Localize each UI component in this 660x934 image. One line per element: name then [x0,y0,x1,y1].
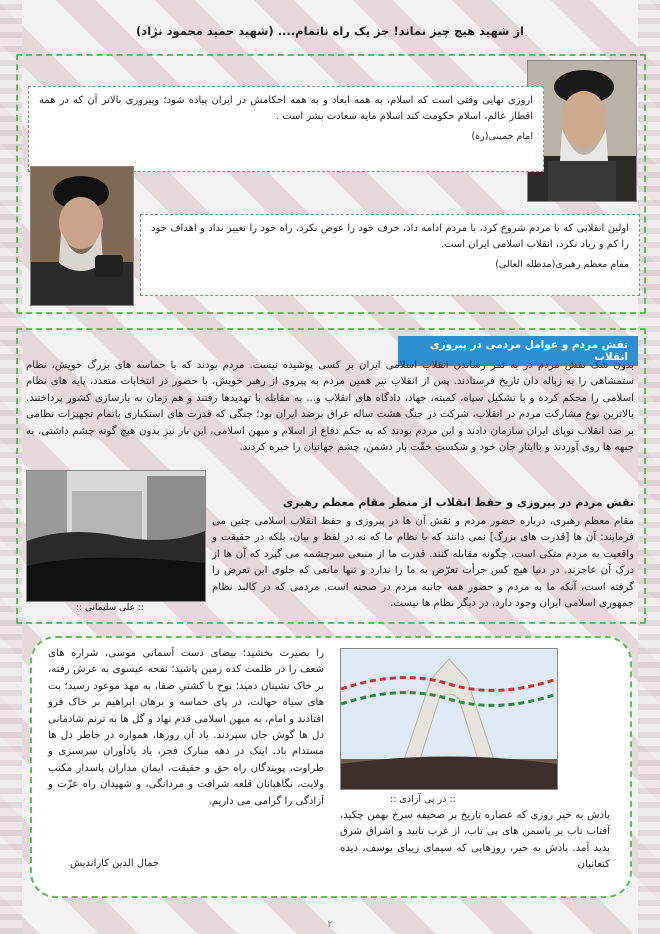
leader-portrait [30,166,134,306]
azadi-caption: :: در پی آزادی :: [390,794,456,805]
quote-khomeini [28,86,544,172]
article-paragraph-1: بدون شک نقش مردم در به ثمر رساندن انقلاب اسلامی ایران بر کسی پوشیده نیست. مردم بودند که با حماسه های بزرگ خویش، نظام ستمشاهی را به زباله دان تاریخ فرستادند. پس از انقلاب نیز همین مردم به پیروی از رهبر خویش، با حضور در انتخابات متعدد، پایه های نظام اسلامی را محکم کرده و با تشکیل سپاه، کمیته، جهاد، دادگاه های انقلاب و... به مقابله با تهدیدها رفتند و هم زمان به بازسازی کشور پرداختند. بالاترین نوع مشارکت مردم در انقلاب، شرکت در جنگ هشت ساله عراق برضد ایران بود؛ جنگی که قدرت های استکباری باتمام تجهیزات نظامی بر ضد انقلاب نوپای ایران سازمان دادند و این مردم بودند که به حکم دفاع از اسلام و میهن اسلامی، این بار نیز بدون هیچ گونه چشم داشتی، به جبهه ها روی آوردند و باایثار جان خود و شکستِ خفّت بار دشمن، چشم جهانیان را خیره کردند. [26,360,634,454]
poem-author: جمال الدین کاراندیش [70,858,160,869]
article-credit: :: علی سلیمانی :: [76,603,144,613]
article-paragraph-2: مقام معظم رهبری، درباره حضور مردم و نقش آن ها در پیروزی و حفظ انقلاب اسلامی چنین می فرمایند: آن ها [قدرت های بزرگ] نمی دانند که با نظام ما که نه در لفظ و بیان، بلکه در حقیقت و واقعیت به مردم متکی است، چگونه مقابله کنند. قدرت ما از منبعی سرچشمه می گیرد که آن ها از درک آن عاجزند. در دنیا هیچ کس جرأت تعرّض به ما را ندارد و تنها مانعی که جلوی این تعرض را گرفته است، آنکه ما به مردم و حضور همه جانبه مردم در صحنه است. مردمی که در کالبد نظام جمهوری اسلامی ایران وجود دارد، در دیگر نظام ها نیست. [212,516,634,610]
poem-right-text: یادش به خیر روزی که عصاره تاریخ بر صحیفه سرخ بهمن چکید، آفتاب ناب بر یاسمن های بی تاب، از غرب تابید و اشراق شرق پدید آمد. یادش به خیر، روزهایی که سیمای زیبای یوسف، دیده کنعانیان [340,810,610,871]
revolution-crowd-photo [26,470,206,602]
page-header-title: از شهید هیچ چیز نماند! جز یک راه ناتمام.... (شهید حمید محمود نژاد) [136,24,524,38]
quote-khomeini-author: امام خمینی(ره) [471,131,533,142]
quote-leader-author: مقام معظم رهبری(مدظله العالی) [495,259,629,270]
poem-text: را بصیرت بخشید؛ بیضای دست آسمانی موسی، شراره های شعف را در ظلمت کده زمین پاشید؛ نفحه عیسوی به عرش رفته، بر خاک نشینان دمید؛ نوح با کشتیِ صفا، به مهد موعود رسید؛ بت های سیاه جهالت، در پای حماسه و برهان ابراهیم بر خاک فرو افتادند و امام، به میهن اسلامی قدم نهاد و گل ها به ترنم شادمانی دل ها گوش جان سپردند. یاد آن روزها، همواره در خاطر دل ها مستدام باد. اینک در دهه مبارک فجر، یاد یادآوران سرسبزی و طراوت، پویندگان راه حق و حقیقت، ایمان مداران پاسدار مکتب ولایت، نگاهبانان قلعه شرافت و مردانگی، و شهیدان راه عزّت و آزادگی را گرامی می داریم. [48,648,324,807]
article-subheading: نقش مردم در پیروزی و حفظ انقلاب از منظر مقام معظم رهبری [282,496,634,509]
quote-leader-text: اولین انقلابی که با مردم شروع کرد، با مردم ادامه داد، حرف خود را عوض نکرد، راه خود را تغییر نداد و اهداف خود را کم و زیاد نکرد، انقلاب اسلامی ایران است. [151,223,629,250]
quote-khomeini-text: اروزی نهایی وقتی است که اسلام، به همه ابعاد و به همه احکامش در ایران پیاده شود؛ وپیروزی بالاتر آن که در همه اقطار عالم، اسلام حکومت کند اسلام مایه سعادت بشر است . [39,95,533,122]
page-number: ۲ [327,919,333,930]
quote-leader [140,214,640,296]
section-heading: نقش مردم و عوامل مردمی در پیروزی انقلاب [398,336,638,366]
azadi-tower-photo [340,648,558,790]
